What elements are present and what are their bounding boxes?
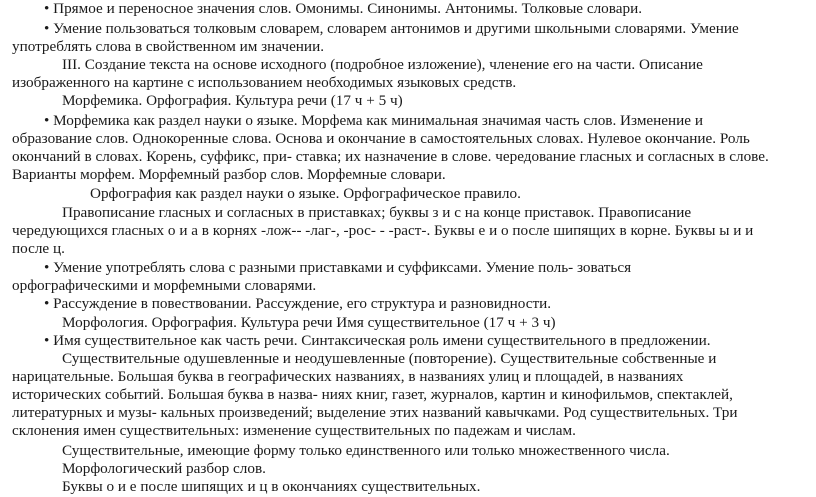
text-line: • Умение пользоваться толковым словарем, словарем антонимов и другими школьными словарями. Умение (44, 20, 739, 37)
text-line: окончаний в словах. Корень, суффикс, при- ставка; их назначение в слове. чередование гласных и согласных в слове. (12, 148, 769, 165)
text-line: Буквы о и е после шипящих и ц в окончаниях существительных. (62, 478, 481, 495)
text-line: Правописание гласных и согласных в приставках; буквы з и с на конце приставок. Правописание (62, 204, 692, 221)
text-line: склонения имен существительных: изменение существительных по падежам и числам. (12, 422, 576, 439)
text-line: • Морфемика как раздел науки о языке. Морфема как минимальная значимая часть слов. Изменение и (44, 112, 703, 129)
text-line: Морфологический разбор слов. (62, 460, 266, 477)
text-line: после ц. (12, 240, 65, 257)
text-line: III. Создание текста на основе исходного (подробное изложение), членение его на части. Описание (62, 56, 703, 73)
text-line: образование слов. Однокоренные слова. Основа и окончание в самостоятельных словах. Нулевое окончание. Роль (12, 130, 750, 147)
text-line: исторических событий. Большая буква в назва- ниях книг, газет, журналов, картин и кинофильмов, спектаклей, (12, 386, 733, 403)
text-line: литературных и музы- кальных произведений; выделение этих названий кавычками. Род существительных. Три (12, 404, 738, 421)
text-line: нарицательные. Большая буква в географических названиях, в названиях улиц и площадей, в названиях (12, 368, 684, 385)
text-line: Варианты морфем. Морфемный разбор слов. Морфемные словари. (12, 166, 446, 183)
section-heading: Морфология. Орфография. Культура речи Имя существительное (17 ч + 3 ч) (62, 314, 556, 331)
text-line: изображенного на картине с использованием необходимых языковых средств. (12, 74, 517, 91)
text-line: • Прямое и переносное значения слов. Омонимы. Синонимы. Антонимы. Толковые словари. (44, 0, 642, 17)
text-line: орфографическими и морфемными словарями. (12, 277, 317, 294)
text-line: употреблять слова в свойственном им значении. (12, 38, 324, 55)
text-line: Существительные, имеющие форму только единственного или только множественного числа. (62, 442, 670, 459)
text-line: • Рассуждение в повествовании. Рассуждение, его структура и разновидности. (44, 295, 552, 312)
text-line: чередующихся гласных о и а в корнях -лож-- -лаг-, -рос- - -раст-. Буквы е и о после шипящих в корне. Буквы ы и и (12, 222, 754, 239)
text-line: Существительные одушевленные и неодушевленные (повторение). Существительные собственные и (62, 350, 717, 367)
text-line: • Умение употреблять слова с разными приставками и суффиксами. Умение поль- зоваться (44, 259, 632, 276)
text-line: • Имя существительное как часть речи. Синтаксическая роль имени существительного в предложении. (44, 332, 711, 349)
text-line: Орфография как раздел науки о языке. Орфографическое правило. (90, 185, 521, 202)
section-heading: Морфемика. Орфография. Культура речи (17 ч + 5 ч) (62, 92, 403, 109)
